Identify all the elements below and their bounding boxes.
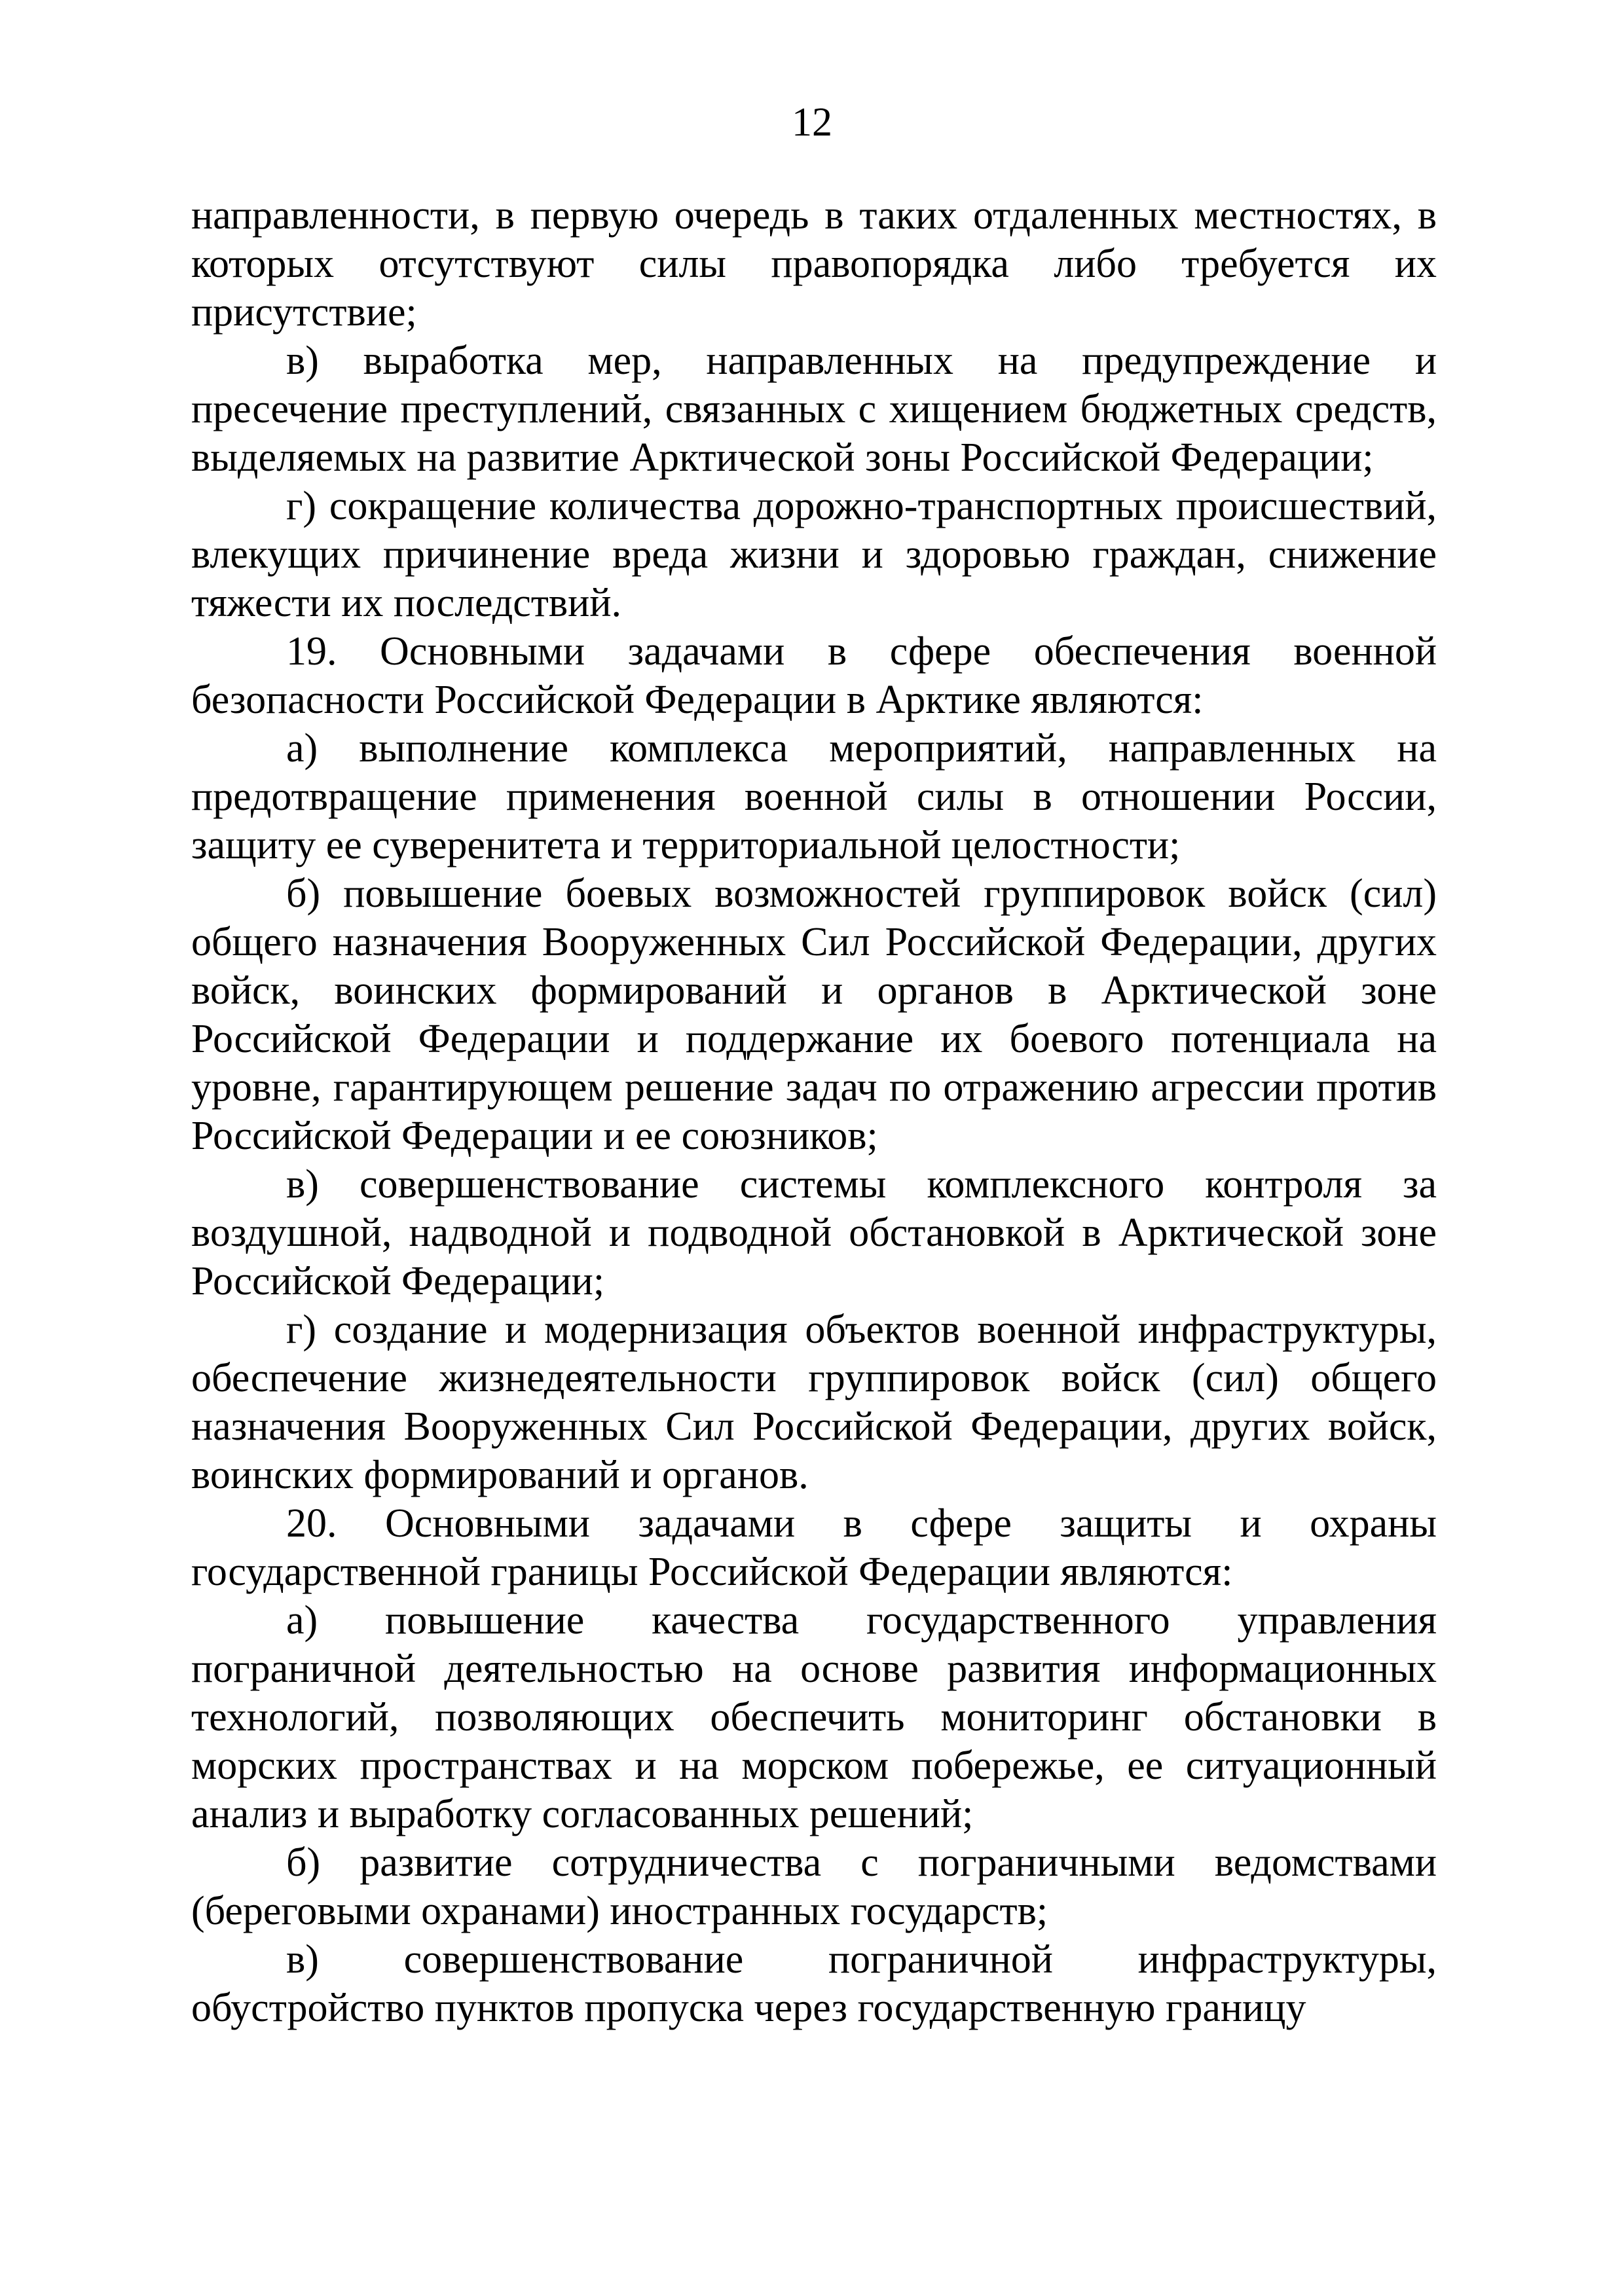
paragraph-section-19-item-v: в) совершенствование системы комплексного контроля за воздушной, надводной и подводной обстановкой в Арктической зоне Российской Федерации; bbox=[191, 1162, 1437, 1303]
paragraph-section-20-item-a: а) повышение качества государственного управления пограничной деятельностью на основе развития информационных технологий, позволяющих обеспечить мониторинг обстановки в морских пространствах и на морском побережье, ее ситуационный анализ и выработку согласованных решений; bbox=[191, 1598, 1437, 1836]
paragraph-section-20-item-v: в) совершенствование пограничной инфраструктуры, обустройство пунктов пропуска через государственную границу bbox=[191, 1937, 1437, 2030]
paragraph-continued: направленности, в первую очередь в таких отдаленных местностях, в которых отсутствуют силы правопорядка либо требуется их присутствие; bbox=[191, 193, 1437, 335]
paragraph-section-19-item-a: а) выполнение комплекса мероприятий, направленных на предотвращение применения военной силы в отношении России, защиту ее суверенитета и территориальной целостности; bbox=[191, 726, 1437, 867]
paragraph-section-19: 19. Основными задачами в сфере обеспечения военной безопасности Российской Федерации в Арктике являются: bbox=[191, 629, 1437, 722]
paragraph-item-v: в) выработка мер, направленных на предупреждение и пресечение преступлений, связанных с хищением бюджетных средств, выделяемых на развитие Арктической зоны Российской Федерации; bbox=[191, 338, 1437, 480]
paragraph-section-20-item-b: б) развитие сотрудничества с пограничными ведомствами (береговыми охранами) иностранных государств; bbox=[191, 1840, 1437, 1933]
page-number: 12 bbox=[792, 100, 832, 145]
paragraph-section-19-item-b: б) повышение боевых возможностей группировок войск (сил) общего назначения Вооруженных Сил Российской Федерации, других войск, воинских формирований и органов в Арктической зоне Российской Федерации и поддержание их боевого потенциала на уровне, гарантирующем решение задач по отражению агрессии против Российской Федерации и ее союзников; bbox=[191, 871, 1437, 1158]
document-body bbox=[191, 191, 1437, 2032]
paragraph-section-19-item-g: г) создание и модернизация объектов военной инфраструктуры, обеспечение жизнедеятельности группировок войск (сил) общего назначения Вооруженных Сил Российской Федерации, других войск, воинских формирований и органов. bbox=[191, 1307, 1437, 1497]
paragraph-item-g: г) сокращение количества дорожно-транспортных происшествий, влекущих причинение вреда жизни и здоровью граждан, снижение тяжести их последствий. bbox=[191, 484, 1437, 625]
paragraph-section-20: 20. Основными задачами в сфере защиты и охраны государственной границы Российской Федерации являются: bbox=[191, 1501, 1437, 1594]
